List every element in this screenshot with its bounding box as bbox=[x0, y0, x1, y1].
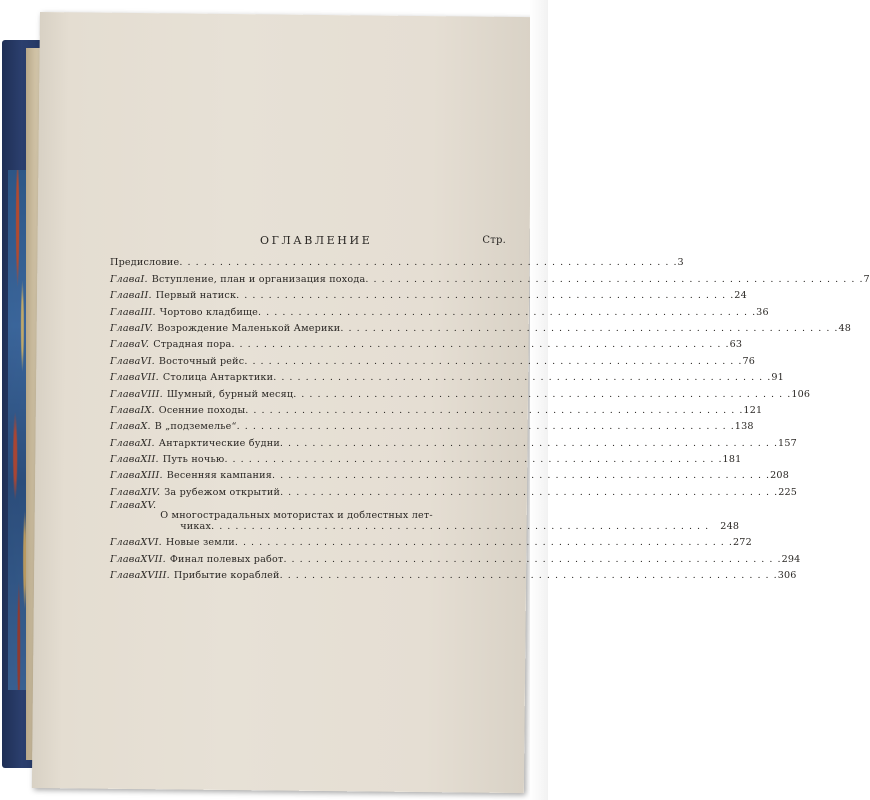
toc-row bbox=[110, 285, 747, 302]
chapter-page: 76 bbox=[742, 355, 756, 367]
chapter-title: В „подземелье“ bbox=[154, 421, 237, 433]
chapter-page: 157 bbox=[778, 437, 797, 449]
leader-dots bbox=[365, 274, 863, 285]
leader-dots bbox=[280, 487, 778, 498]
chapter-page: 138 bbox=[734, 421, 754, 433]
chapter-page: 208 bbox=[770, 470, 790, 482]
chapter-number: III. bbox=[140, 306, 156, 318]
chapter-page: 24 bbox=[734, 290, 747, 302]
chapter-word: Глава bbox=[110, 372, 141, 384]
toc-row bbox=[110, 548, 801, 565]
chapter-number: II. bbox=[140, 290, 152, 302]
chapter-page: 272 bbox=[732, 537, 752, 549]
chapter-number: VIII. bbox=[140, 388, 163, 400]
chapter-number: I. bbox=[140, 273, 148, 285]
page-column-heading: Стр. bbox=[482, 235, 506, 246]
chapter-page: 36 bbox=[756, 306, 769, 318]
chapter-title: Столица Антарктики bbox=[162, 372, 274, 384]
toc-row bbox=[110, 400, 763, 416]
toc-row bbox=[110, 318, 852, 334]
leader-dots bbox=[272, 470, 770, 481]
chapter-title: Прибытие кораблей bbox=[173, 570, 280, 582]
chapter-word: Глава bbox=[110, 499, 141, 511]
background-edge bbox=[530, 0, 548, 800]
leader-dots bbox=[237, 421, 735, 432]
chapter-number: XIV. bbox=[140, 486, 161, 498]
leader-dots bbox=[283, 554, 781, 565]
chapter-word: Глава bbox=[110, 570, 141, 582]
leader-dots bbox=[280, 438, 778, 449]
leader-dots bbox=[224, 454, 722, 465]
leader-dots bbox=[340, 323, 838, 334]
chapter-word: Глава bbox=[110, 553, 141, 565]
chapter-page: 106 bbox=[791, 388, 811, 400]
chapter-word: Глава bbox=[110, 454, 141, 466]
chapter-title: За рубежом открытий bbox=[164, 486, 281, 498]
toc-row bbox=[110, 532, 752, 549]
toc-row bbox=[110, 268, 870, 285]
leader-dots bbox=[245, 405, 743, 416]
preface-page: 3 bbox=[677, 257, 684, 269]
chapter-number: XII. bbox=[140, 454, 159, 466]
chapter-word: Глава bbox=[110, 470, 141, 482]
chapter-page: 121 bbox=[743, 404, 763, 416]
chapter-title: Восточный рейс bbox=[158, 355, 245, 367]
chapter-title: Вступление, план и организация похода bbox=[151, 273, 366, 285]
toc-row bbox=[110, 498, 740, 532]
leader-dots bbox=[179, 257, 677, 268]
leader-dots bbox=[293, 389, 791, 400]
chapter-page: 48 bbox=[838, 322, 852, 334]
chapter-title: Финал полевых работ bbox=[169, 553, 284, 565]
leader-dots bbox=[244, 356, 742, 367]
chapter-title: Антарктические будни bbox=[158, 437, 280, 449]
chapter-word: Глава bbox=[110, 486, 141, 498]
chapter-number: XVIII. bbox=[140, 570, 170, 582]
toc-row bbox=[110, 350, 756, 367]
chapter-number: IX. bbox=[140, 404, 155, 416]
leader-dots bbox=[211, 521, 709, 532]
leader-dots bbox=[236, 290, 734, 301]
toc-header bbox=[110, 232, 510, 252]
chapter-page: 91 bbox=[771, 372, 784, 384]
chapter-word: Глава bbox=[110, 339, 141, 351]
chapter-title: Чортово кладбище bbox=[159, 306, 259, 318]
chapter-number: XVII. bbox=[140, 553, 166, 565]
chapter-number: V. bbox=[140, 339, 150, 351]
chapter-number: VII. bbox=[140, 372, 159, 384]
chapter-title: О многострадальных мотористах и доблестных лет- bbox=[160, 509, 433, 521]
chapter-page: 63 bbox=[729, 339, 743, 351]
chapter-title: Возрождение Маленькой Америки bbox=[157, 322, 341, 334]
chapter-page: 7 bbox=[863, 273, 870, 285]
chapter-word: Глава bbox=[110, 290, 141, 302]
toc-row bbox=[110, 465, 790, 482]
chapter-title-continuation: чиках bbox=[180, 520, 212, 532]
chapter-title: Весенняя кампания bbox=[166, 470, 272, 482]
chapter-title: Первый натиск bbox=[155, 290, 237, 302]
chapter-page: 248 bbox=[720, 520, 740, 532]
chapter-title: Страдная пора bbox=[153, 339, 232, 351]
leader-dots bbox=[273, 372, 771, 383]
preface-title: Предисловие bbox=[110, 257, 180, 269]
chapter-word: Глава bbox=[110, 537, 141, 549]
toc-row-preface bbox=[110, 252, 684, 269]
chapter-title-continuation-line bbox=[160, 521, 739, 532]
chapter-page: 306 bbox=[777, 570, 797, 582]
chapter-number: VI. bbox=[140, 355, 155, 367]
toc-row bbox=[110, 449, 742, 466]
chapter-number: XV. bbox=[140, 499, 157, 511]
toc-row bbox=[110, 367, 784, 384]
chapter-word: Глава bbox=[110, 421, 141, 433]
chapter-page: 181 bbox=[722, 454, 742, 466]
leader-dots bbox=[258, 307, 756, 318]
chapter-word: Глава bbox=[110, 306, 141, 318]
chapter-word: Глава bbox=[110, 404, 141, 416]
chapter-word: Глава bbox=[110, 388, 141, 400]
toc-row bbox=[110, 301, 769, 318]
toc-row bbox=[110, 383, 811, 400]
leader-dots bbox=[280, 570, 778, 581]
toc-row bbox=[110, 481, 798, 498]
chapter-word: Глава bbox=[110, 322, 141, 334]
leader-dots bbox=[231, 339, 729, 350]
chapter-title-multiline bbox=[160, 510, 739, 532]
chapter-number: IV. bbox=[140, 322, 154, 334]
chapter-number: XI. bbox=[140, 437, 155, 449]
chapter-title: Осенние походы bbox=[158, 404, 246, 416]
toc-row bbox=[110, 565, 797, 582]
table-of-contents bbox=[110, 232, 870, 582]
toc-row bbox=[110, 334, 743, 351]
chapter-page: 225 bbox=[778, 486, 798, 498]
leader-dots bbox=[235, 537, 733, 548]
chapter-number: X. bbox=[140, 421, 151, 433]
chapter-title: Путь ночью bbox=[162, 454, 225, 466]
chapter-title: Новые земли bbox=[165, 537, 235, 549]
chapter-word: Глава bbox=[110, 437, 141, 449]
toc-row bbox=[110, 432, 797, 449]
toc-heading: ОГЛАВЛЕНИЕ bbox=[260, 234, 373, 247]
chapter-number: XVI. bbox=[140, 537, 162, 549]
chapter-word: Глава bbox=[110, 273, 141, 285]
chapter-page: 294 bbox=[781, 553, 801, 565]
chapter-word: Глава bbox=[110, 355, 141, 367]
chapter-number: XIII. bbox=[140, 470, 163, 482]
chapter-title: Шумный, бурный месяц bbox=[166, 388, 294, 400]
toc-row bbox=[110, 416, 754, 433]
